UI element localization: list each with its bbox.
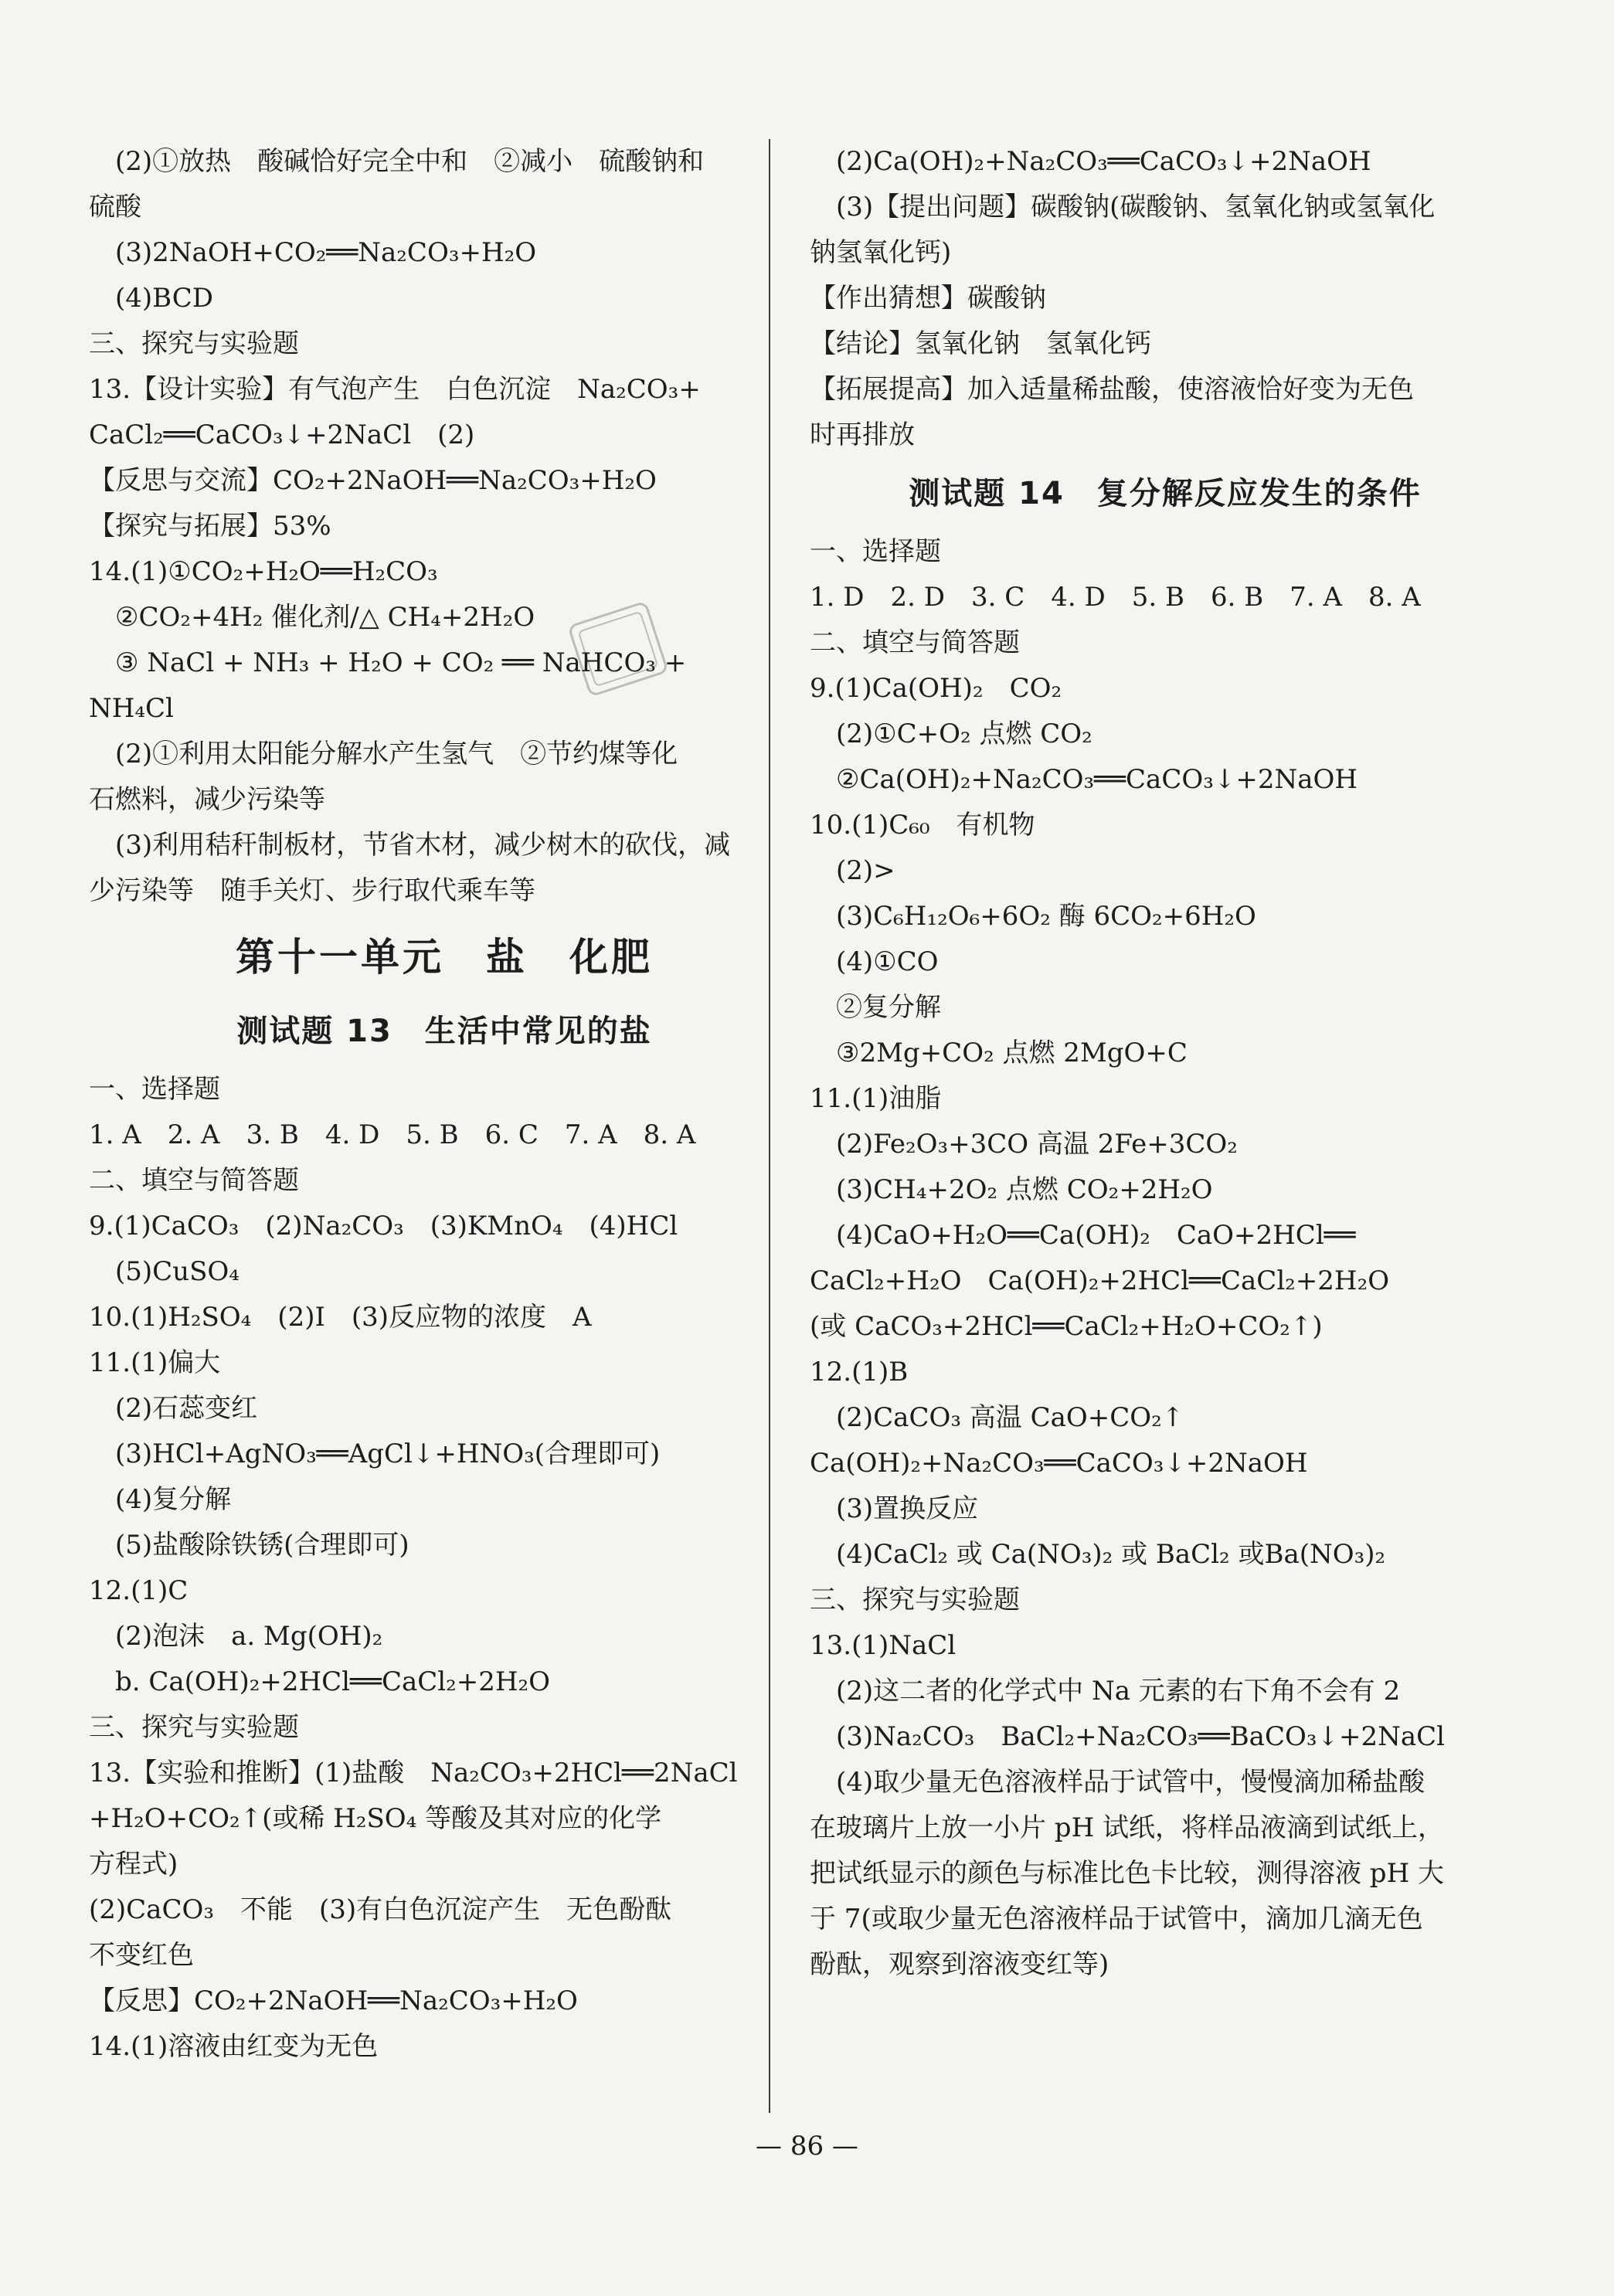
answer-line: 11.(1)偏大 [89,1347,221,1378]
answer-line: (3)利用秸秆制板材，节省木材，减少树木的砍伐，减 [115,830,731,861]
answer-line: 1. D 2. D 3. C 4. D 5. B 6. B 7. A 8. A [810,582,1421,613]
answer-line: +H₂O+CO₂↑(或稀 H₂SO₄ 等酸及其对应的化学 [89,1803,662,1834]
answer-line: 时再排放 [810,419,915,450]
answer-line: 10.(1)H₂SO₄ (2)Ⅰ (3)反应物的浓度 A [89,1302,592,1333]
answer-line: 石燃料，减少污染等 [89,784,325,815]
answer-line: 不变红色 [89,1940,194,1971]
answer-line: 把试纸显示的颜色与标准比色卡比较，测得溶液 pH 大 [810,1858,1445,1889]
answer-line: (3)C₆H₁₂O₆+6O₂ 酶 6CO₂+6H₂O [836,901,1256,932]
answer-line: 14.(1)①CO₂+H₂O══H₂CO₃ [89,556,438,587]
answer-line: (2)①C+O₂ 点燃 CO₂ [836,718,1092,749]
answer-line: (3)2NaOH+CO₂══Na₂CO₃+H₂O [115,237,537,268]
answer-line: 在玻璃片上放一小片 pH 试纸，将样品液滴到试纸上， [810,1812,1445,1843]
answer-line: (2)这二者的化学式中 Na 元素的右下角不会有 2 [836,1676,1401,1707]
answer-line: (4)CaCl₂ 或 Ca(NO₃)₂ 或 BaCl₂ 或Ba(NO₃)₂ [836,1539,1386,1570]
answer-line: (5)盐酸除铁锈(合理即可) [115,1530,409,1561]
answer-line: ③2Mg+CO₂ 点燃 2MgO+C [836,1038,1188,1068]
answer-line: (2)CaCO₃ 高温 CaO+CO₂↑ [836,1402,1184,1433]
answer-line: NH₄Cl [89,693,174,724]
answer-line: (3)CH₄+2O₂ 点燃 CO₂+2H₂O [836,1174,1213,1205]
answer-line: (2)①利用太阳能分解水产生氢气 ②节约煤等化 [115,739,678,769]
answer-line: 【拓展提高】加入适量稀盐酸，使溶液恰好变为无色 [810,374,1414,405]
answer-line: 14.(1)溶液由红变为无色 [89,2031,379,2062]
answer-line: 1. A 2. A 3. B 4. D 5. B 6. C 7. A 8. A [89,1119,696,1150]
answer-line: (4)复分解 [115,1484,232,1515]
answer-line: 11.(1)油脂 [810,1083,942,1114]
answer-line: (4)取少量无色溶液样品于试管中，慢慢滴加稀盐酸 [836,1767,1425,1798]
answer-line: (2)> [836,855,895,886]
answer-line: 硫酸 [89,192,141,222]
answer-line: b. Ca(OH)₂+2HCl══CaCl₂+2H₂O [115,1666,551,1697]
test13-title: 测试题 13 生活中常见的盐 [236,1014,652,1049]
answer-line: (4)CaO+H₂O══Ca(OH)₂ CaO+2HCl══ [836,1220,1356,1251]
answer-line: 钠氢氧化钙) [810,237,952,268]
answer-line: CaCl₂══CaCO₃↓+2NaCl (2) [89,419,475,450]
answer-line: CaCl₂+H₂O Ca(OH)₂+2HCl══CaCl₂+2H₂O [810,1265,1390,1296]
page-number: — 86 — [756,2131,858,2162]
answer-line: 少污染等 随手关灯、步行取代乘车等 [89,875,535,906]
answer-line: (2)Fe₂O₃+3CO 高温 2Fe+3CO₂ [836,1129,1238,1160]
unit-title: 第十一单元 盐 化肥 [236,935,653,980]
answer-line: 13.(1)NaCl [810,1630,957,1661]
answer-line: 12.(1)C [89,1575,189,1606]
right-column [810,139,1521,1988]
answer-line: (或 CaCO₃+2HCl══CaCl₂+H₂O+CO₂↑) [810,1311,1323,1342]
answer-line: (3)Na₂CO₃ BaCl₂+Na₂CO₃══BaCO₃↓+2NaCl [836,1721,1445,1752]
answer-line: 13.【设计实验】有气泡产生 白色沉淀 Na₂CO₃+ [89,374,701,405]
answer-line: ②CO₂+4H₂ 催化剂/△ CH₄+2H₂O [115,602,535,633]
answer-line: 12.(1)B [810,1357,909,1387]
answer-line: 9.(1)Ca(OH)₂ CO₂ [810,673,1062,704]
answer-line: ②复分解 [836,992,941,1023]
answer-line: (2)CaCO₃ 不能 (3)有白色沉淀产生 无色酚酞 [89,1894,672,1925]
answer-line: 二、填空与简答题 [89,1165,299,1196]
answer-line: 于 7(或取少量无色溶液样品于试管中，滴加几滴无色 [810,1904,1423,1934]
answer-line: (3)【提出问题】碳酸钠(碳酸钠、氢氧化钠或氢氧化 [836,192,1436,222]
answer-line: (2)泡沫 a. Mg(OH)₂ [115,1621,383,1652]
answer-line: 【结论】氢氧化钠 氢氧化钙 [810,328,1151,359]
answer-line: (5)CuSO₄ [115,1256,240,1287]
test14-title: 测试题 14 复分解反应发生的条件 [909,476,1422,511]
answer-line: (4)BCD [115,283,214,314]
left-answers-bottom [89,1067,800,2070]
answer-line: (3)置换反应 [836,1493,979,1524]
answer-line: (2)Ca(OH)₂+Na₂CO₃══CaCO₃↓+2NaOH [836,146,1371,177]
answer-line: 【作出猜想】碳酸钠 [810,283,1046,314]
answer-line: 三、探究与实验题 [810,1584,1020,1615]
answer-line: 二、填空与简答题 [810,627,1020,658]
right-answers-top [810,139,1521,458]
left-answers-top [89,139,800,914]
answer-line: ③ NaCl + NH₃ + H₂O + CO₂ ══ NaHCO₃ + [115,647,687,678]
answer-line: 【反思与交流】CO₂+2NaOH══Na₂CO₃+H₂O [89,465,657,496]
answer-line: 方程式) [89,1849,178,1880]
answer-line: 一、选择题 [810,536,941,567]
answer-line: (4)①CO [836,946,939,977]
answer-line: 酚酞，观察到溶液变红等) [810,1949,1109,1980]
answer-line: 三、探究与实验题 [89,1712,299,1743]
right-answers-bottom [810,529,1521,1988]
answer-line: 10.(1)C₆₀ 有机物 [810,810,1035,841]
answer-line: (2)石蕊变红 [115,1393,258,1424]
answer-line: (3)HCl+AgNO₃══AgCl↓+HNO₃(合理即可) [115,1438,661,1469]
answer-line: 【探究与拓展】53% [89,511,331,542]
answer-line: 13.【实验和推断】(1)盐酸 Na₂CO₃+2HCl══2NaCl [89,1758,738,1788]
left-column [89,139,800,2070]
answer-line: 9.(1)CaCO₃ (2)Na₂CO₃ (3)KMnO₄ (4)HCl [89,1211,678,1241]
answer-line: 三、探究与实验题 [89,328,299,359]
answer-line: 一、选择题 [89,1074,220,1105]
answer-line: (2)①放热 酸碱恰好完全中和 ②减小 硫酸钠和 [115,146,705,177]
answer-line: 【反思】CO₂+2NaOH══Na₂CO₃+H₂O [89,1985,578,2016]
answer-line: ②Ca(OH)₂+Na₂CO₃══CaCO₃↓+2NaOH [836,764,1358,795]
answer-line: Ca(OH)₂+Na₂CO₃══CaCO₃↓+2NaOH [810,1448,1308,1479]
